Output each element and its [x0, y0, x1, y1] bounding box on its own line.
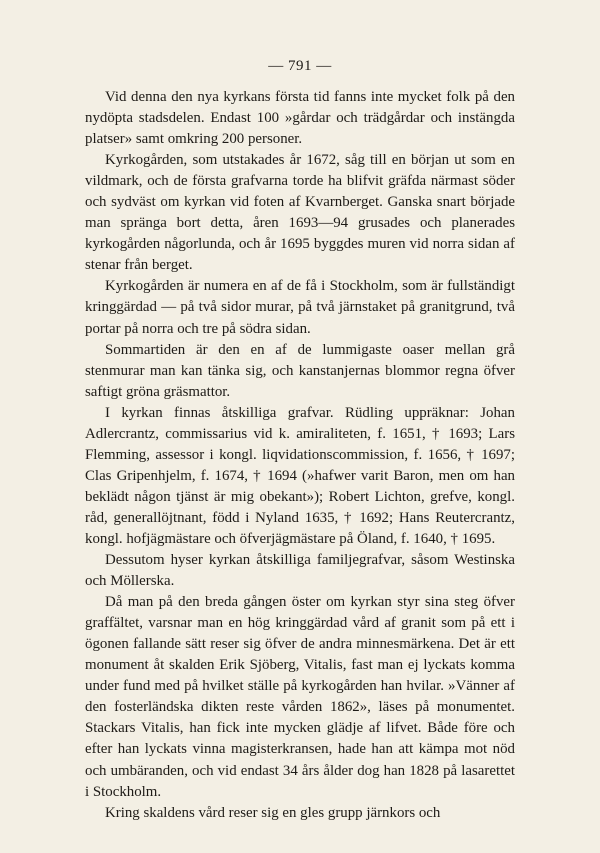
body-text — [85, 87, 515, 824]
paragraph-churchyard-history: Kyrkogården, som utstakades år 1672, såg till en början ut som en vildmark, och de första grafvarna torde ha blifvit gräfda närmast söder och sydväst om kyrkan vid foten af Kvarnberget. Ganska snart började man spränga bort detta, åren 1693—94 grusades och planerades kyrkogården någorlunda, och år 1695 byggdes muren vid norra sidan af stenar från berget. — [85, 152, 515, 274]
paragraph-enclosure: Kyrkogården är numera en af de få i Stockholm, som är fullständigt kringgärdad — på två sidor murar, på två järnstaket på granitgrund, två portar på norra och tre på södra sidan. — [85, 278, 515, 337]
paragraph-vitalis-monument: Då man på den breda gången öster om kyrkan styr sina steg öfver graffältet, varsnar man en hög kringgärdad vård af granit som på ett i ögonen fallande sätt reser sig öfver de andra minnesmärkena. Det är ett monument åt skalden Erik Sjöberg, Vitalis, fast man ej lyckats komma under fund med på hvilket ställe på kyrkogården han hvilar. »Vänner af den fosterländska dikten reste vården 1862», läses på monumentet. Stackars Vitalis, han fick inte mycken glädje af lifvet. Både före och efter han lyckats vinna magisterkransen, hade han att kämpa mot nöd och umbäranden, och vid endast 34 års ålder dog han 1828 på lasarettet i Stockholm. — [85, 594, 515, 800]
page-number: — 791 — — [268, 58, 332, 74]
paragraph-graves-list: I kyrkan finnas åtskilliga grafvar. Rüdling uppräknar: Johan Adlercrantz, commissarius vid k. amiraliteten, f. 1651, † 1693; Lars Flemming, assessor i kongl. liqvidationscommission, f. 1656, † 1697; Clas Gripenhjelm, f. 1674, † 1694 (»hafwer varit Baron, men om han beklädt någon tjänst är mig obekant»); Robert Lichton, grefve, kongl. råd, generallöjtnant, född i Nyland 1635, † 1692; Hans Reutercrantz, kongl. hofjägmästare och öfverjägmästare på Öland, f. 1640, † 1695. — [85, 404, 515, 547]
paragraph-summer: Sommartiden är den en af de lummigaste oaser mellan grå stenmurar man kan tänka sig, och kanstanjernas blommor regna öfver saftigt gröna gräsmattor. — [85, 341, 515, 400]
paragraph-new-district: Vid denna den nya kyrkans första tid fanns inte mycket folk på den nydöpta stadsdelen. Endast 100 »gårdar och trädgårdar och instängda platser» samt omkring 200 personer. — [85, 89, 515, 148]
paragraph-family-graves: Dessutom hyser kyrkan åtskilliga familjegrafvar, såsom Westinska och Möllerska. — [85, 552, 515, 590]
paragraph-iron-crosses: Kring skaldens vård reser sig en gles grupp järnkors och — [105, 804, 441, 821]
